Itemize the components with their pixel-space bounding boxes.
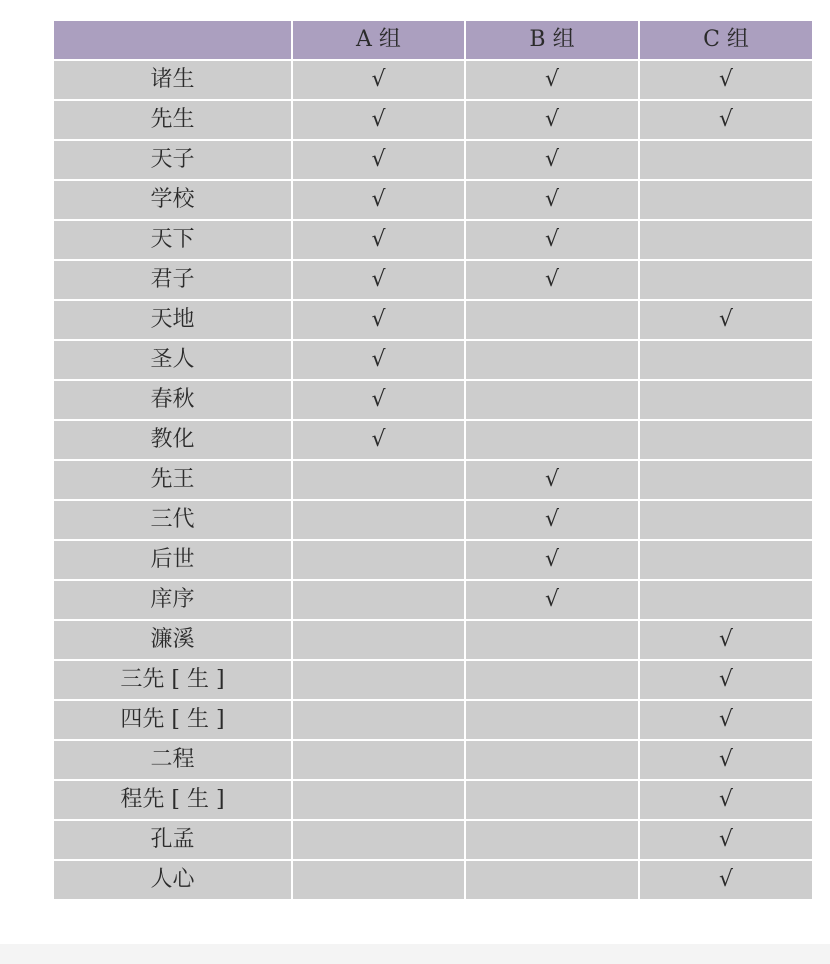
term-cell: 君子	[53, 260, 292, 300]
group-a-check-cell	[292, 740, 465, 780]
term-cell: 先王	[53, 460, 292, 500]
group-a-check-cell	[292, 860, 465, 900]
group-b-check-cell: √	[465, 140, 639, 180]
group-c-check-cell: √	[639, 660, 813, 700]
term-cell: 程先 [ 生 ]	[53, 780, 292, 820]
term-cell: 诸生	[53, 60, 292, 100]
table-row	[53, 620, 813, 660]
group-b-check-cell	[465, 380, 639, 420]
term-cell: 天下	[53, 220, 292, 260]
term-cell: 天子	[53, 140, 292, 180]
group-b-check-cell: √	[465, 460, 639, 500]
table-row	[53, 660, 813, 700]
group-b-check-cell	[465, 780, 639, 820]
group-a-check-cell: √	[292, 220, 465, 260]
group-b-check-cell	[465, 860, 639, 900]
group-a-check-cell: √	[292, 380, 465, 420]
group-c-check-cell	[639, 540, 813, 580]
group-c-check-cell: √	[639, 700, 813, 740]
term-group-table	[52, 19, 814, 901]
group-a-check-cell	[292, 500, 465, 540]
group-a-check-cell: √	[292, 420, 465, 460]
term-cell: 教化	[53, 420, 292, 460]
group-c-check-cell	[639, 340, 813, 380]
group-b-check-cell: √	[465, 540, 639, 580]
group-c-check-cell: √	[639, 740, 813, 780]
group-c-check-cell	[639, 500, 813, 540]
term-cell: 人心	[53, 860, 292, 900]
group-b-check-cell	[465, 740, 639, 780]
group-b-check-cell	[465, 340, 639, 380]
group-b-check-cell: √	[465, 180, 639, 220]
table-row	[53, 300, 813, 340]
group-a-check-cell	[292, 460, 465, 500]
group-a-check-cell: √	[292, 100, 465, 140]
group-c-check-cell: √	[639, 300, 813, 340]
group-a-check-cell	[292, 660, 465, 700]
group-a-check-cell: √	[292, 300, 465, 340]
group-b-check-cell	[465, 300, 639, 340]
group-a-check-cell	[292, 820, 465, 860]
table-row	[53, 580, 813, 620]
group-c-check-cell: √	[639, 100, 813, 140]
group-a-check-cell: √	[292, 260, 465, 300]
term-cell: 先生	[53, 100, 292, 140]
header-term-column	[53, 20, 292, 60]
table-header-row	[53, 20, 813, 60]
table-row	[53, 460, 813, 500]
term-cell: 天地	[53, 300, 292, 340]
group-a-check-cell	[292, 620, 465, 660]
header-group-a: A 组	[292, 20, 465, 60]
term-cell: 三代	[53, 500, 292, 540]
table-row	[53, 380, 813, 420]
header-group-b: B 组	[465, 20, 639, 60]
group-b-check-cell	[465, 420, 639, 460]
group-c-check-cell: √	[639, 60, 813, 100]
table-row	[53, 740, 813, 780]
table-row	[53, 100, 813, 140]
term-cell: 后世	[53, 540, 292, 580]
group-a-check-cell: √	[292, 140, 465, 180]
term-cell: 二程	[53, 740, 292, 780]
group-c-check-cell	[639, 460, 813, 500]
table-row	[53, 700, 813, 740]
table-row	[53, 60, 813, 100]
group-b-check-cell	[465, 820, 639, 860]
table-row	[53, 420, 813, 460]
group-a-check-cell	[292, 580, 465, 620]
page-bottom-edge	[0, 944, 830, 964]
group-c-check-cell	[639, 140, 813, 180]
term-cell: 庠序	[53, 580, 292, 620]
group-c-check-cell: √	[639, 780, 813, 820]
group-b-check-cell: √	[465, 500, 639, 540]
group-c-check-cell	[639, 580, 813, 620]
group-b-check-cell	[465, 620, 639, 660]
table-row	[53, 260, 813, 300]
group-a-check-cell: √	[292, 340, 465, 380]
group-c-check-cell: √	[639, 820, 813, 860]
group-b-check-cell: √	[465, 260, 639, 300]
table-row	[53, 140, 813, 180]
group-c-check-cell	[639, 180, 813, 220]
term-cell: 濂溪	[53, 620, 292, 660]
group-c-check-cell	[639, 420, 813, 460]
group-c-check-cell	[639, 260, 813, 300]
term-cell: 圣人	[53, 340, 292, 380]
group-b-check-cell: √	[465, 220, 639, 260]
table-row	[53, 820, 813, 860]
header-group-c: C 组	[639, 20, 813, 60]
table-row	[53, 180, 813, 220]
term-cell: 三先 [ 生 ]	[53, 660, 292, 700]
table-row	[53, 220, 813, 260]
group-a-check-cell	[292, 540, 465, 580]
table-row	[53, 340, 813, 380]
group-c-check-cell: √	[639, 860, 813, 900]
table-row	[53, 860, 813, 900]
table-row	[53, 780, 813, 820]
group-a-check-cell: √	[292, 60, 465, 100]
group-c-check-cell: √	[639, 620, 813, 660]
group-a-check-cell	[292, 700, 465, 740]
group-a-check-cell	[292, 780, 465, 820]
group-b-check-cell: √	[465, 580, 639, 620]
term-cell: 四先 [ 生 ]	[53, 700, 292, 740]
table-body	[53, 60, 813, 900]
table-row	[53, 540, 813, 580]
term-cell: 孔孟	[53, 820, 292, 860]
table-row	[53, 500, 813, 540]
group-b-check-cell: √	[465, 60, 639, 100]
group-b-check-cell	[465, 700, 639, 740]
group-b-check-cell: √	[465, 100, 639, 140]
group-c-check-cell	[639, 220, 813, 260]
group-b-check-cell	[465, 660, 639, 700]
term-cell: 学校	[53, 180, 292, 220]
group-c-check-cell	[639, 380, 813, 420]
term-cell: 春秋	[53, 380, 292, 420]
group-a-check-cell: √	[292, 180, 465, 220]
